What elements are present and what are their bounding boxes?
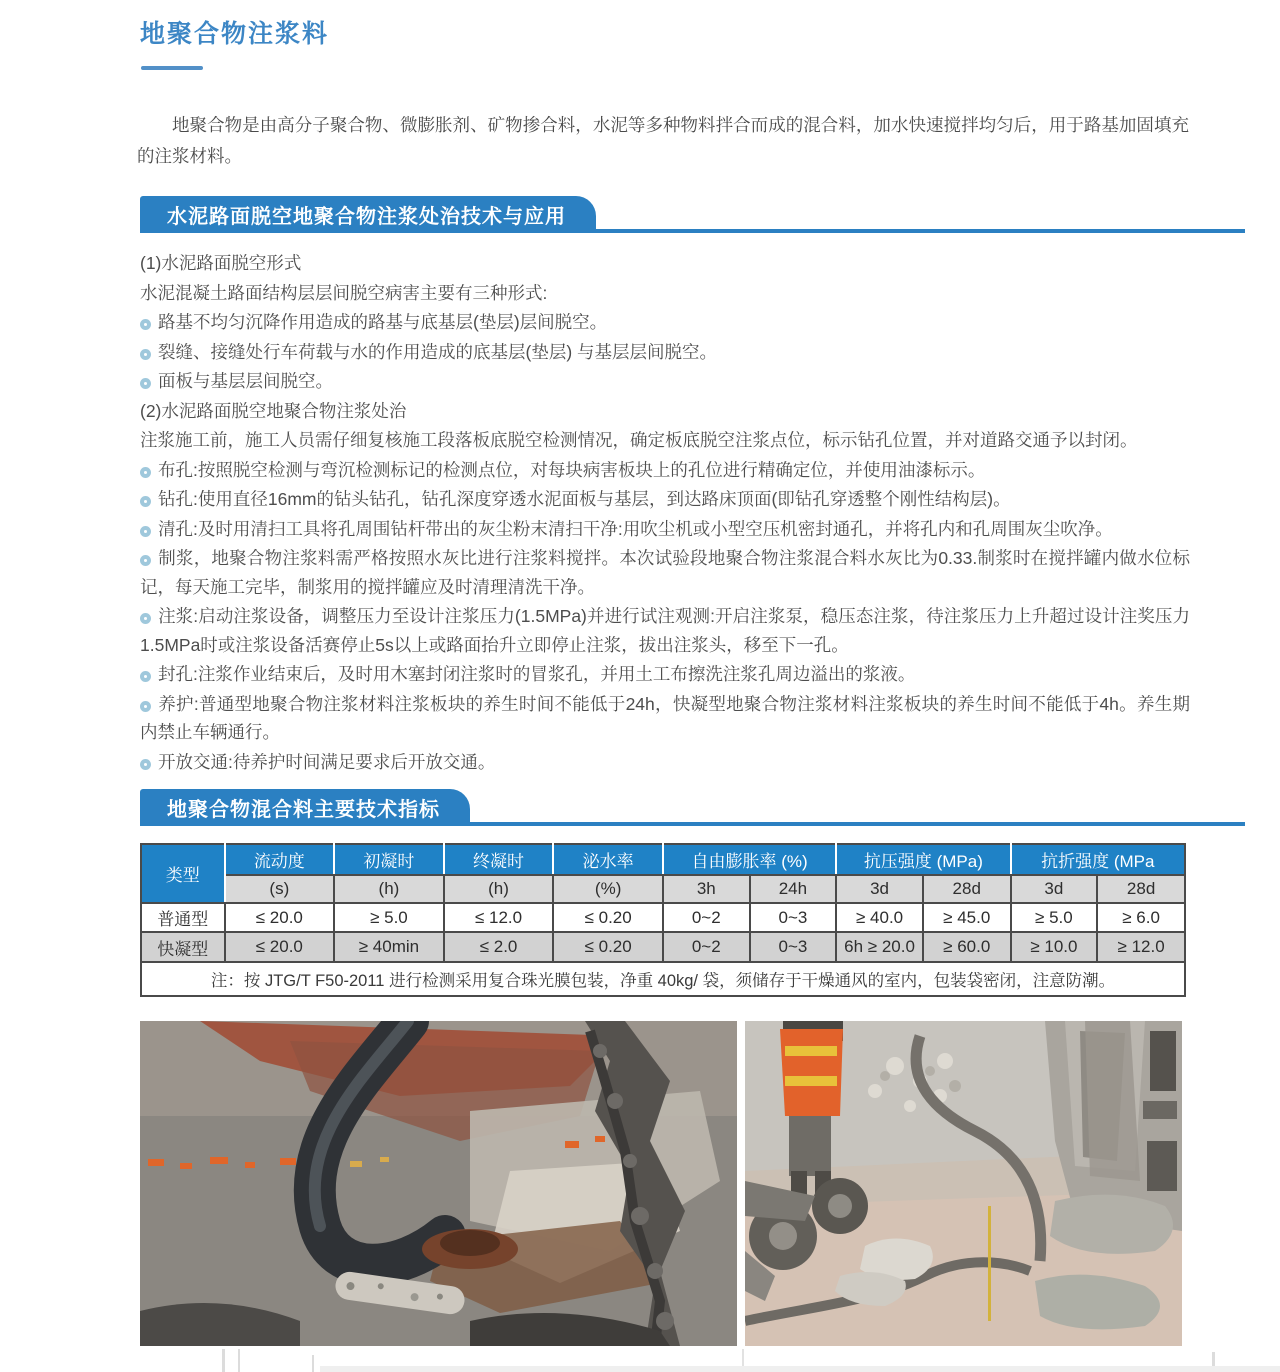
table-cell: 0~3 (750, 932, 837, 962)
table-cell: ≤ 20.0 (225, 903, 335, 932)
table-cell: 3d (1011, 875, 1098, 903)
section2-heading: 地聚合物混合料主要技术指标 (140, 789, 470, 826)
paragraph-text: (2)水泥路面脱空地聚合物注浆处治 (140, 400, 407, 421)
paragraph (140, 308, 1190, 337)
row-label: 快凝型 (141, 932, 225, 962)
bullet-ring-icon (140, 671, 151, 682)
section1-heading: 水泥路面脱空地聚合物注浆处治技术与应用 (140, 196, 596, 233)
table-cell: ≥ 5.0 (1011, 903, 1098, 932)
table-cell: ≥ 40min (334, 932, 444, 962)
paragraph (140, 279, 1190, 308)
table-cell: ≤ 12.0 (444, 903, 554, 932)
table-cell: 28d (923, 875, 1011, 903)
paragraph-text: 注浆施工前，施工人员需仔细复核施工段落板底脱空检测情况，确定板底脱空注浆点位，标示钻孔位置，并对道路交通予以封闭。 (140, 430, 1138, 450)
paragraph-text: 面板与基层层间脱空。 (158, 371, 333, 391)
table-cell: ≤ 0.20 (553, 903, 663, 932)
paragraph (140, 456, 1190, 485)
paragraph (140, 249, 1190, 278)
bullet-ring-icon (140, 349, 151, 360)
table-cell: ≥ 5.0 (334, 903, 444, 932)
paragraph-text: 封孔:注浆作业结束后，及时用木塞封闭注浆时的冒浆孔，并用土工布擦洗注浆孔周边溢出的浆液。 (158, 664, 916, 684)
page-title: 地聚合物注浆料 (140, 20, 330, 48)
paragraph (140, 397, 1190, 426)
bullet-ring-icon (140, 526, 151, 537)
paragraph (140, 485, 1190, 514)
table-cell: ≥ 40.0 (836, 903, 923, 932)
paragraph-text: 注浆:启动注浆设备，调整压力至设计注浆压力(1.5MPa)并进行试注观测:开启注浆泵，稳压态注浆，待注浆压力上升超过设计注奖压力1.5MPa时或注浆设备活赛停止5s以上或路面抬升立即停止注浆，拔出注浆头，移至下一孔。 (140, 606, 1190, 655)
table-group-header: 自由膨胀率 (%) (663, 844, 836, 875)
table-cell: ≤ 20.0 (225, 932, 335, 962)
bullet-ring-icon (140, 319, 151, 330)
table-units-row (141, 875, 1185, 903)
bullet-ring-icon (140, 701, 151, 712)
table-cell: ≤ 2.0 (444, 932, 554, 962)
paragraph (140, 748, 1190, 777)
table-note-row (141, 962, 1185, 996)
pavement-photo-illustration (140, 1021, 737, 1346)
paragraph-text: (1)水泥路面脱空形式 (140, 253, 302, 273)
paragraph (140, 515, 1190, 544)
table-cell: ≥ 45.0 (923, 903, 1011, 932)
paragraph (140, 602, 1190, 659)
paragraph-text: 路基不均匀沉降作用造成的路基与底基层(垫层)层间脱空。 (158, 312, 608, 332)
table-cell: (s) (225, 875, 335, 903)
table-cell: 24h (750, 875, 837, 903)
bullet-ring-icon (140, 759, 151, 770)
paragraph-text: 水泥混凝土路面结构层层间脱空病害主要有三种形式: (140, 282, 548, 303)
paragraph (140, 338, 1190, 367)
table-cell: (h) (334, 875, 444, 903)
bullet-ring-icon (140, 467, 151, 478)
table-header: 初凝时 (334, 844, 444, 875)
table-row (141, 903, 1185, 932)
paragraph-text: 开放交通:待养护时间满足要求后开放交通。 (158, 751, 496, 772)
table-cell: 0~2 (663, 903, 750, 932)
paragraph (140, 690, 1190, 747)
intro-paragraph: 地聚合物是由高分子聚合物、微膨胀剂、矿物掺合料，水泥等多种物料拌合而成的混合料，加水快速搅拌均匀后，用于路基加固填充的注浆材料。 (137, 115, 1189, 166)
paragraph-text: 清孔:及时用清扫工具将孔周围钻杆带出的灰尘粉末清扫干净:用吹尘机或小型空压机密封通孔，并将孔内和孔周围灰尘吹净。 (158, 518, 1113, 539)
table-cell: 0~3 (750, 903, 837, 932)
worksite-photo-illustration (745, 1021, 1182, 1346)
paragraph-text: 钻孔:使用直径16mm的钻头钻孔，钻孔深度穿透水泥面板与基层，到达路床顶面(即钻孔穿透整个刚性结构层)。 (158, 489, 1011, 509)
paragraph-text: 制浆，地聚合物注浆料需严格按照水灰比进行注浆料搅拌。本次试验段地聚合物注浆混合料水灰比为0.33.制浆时在搅拌罐内做水位标记，每天施工完毕，制浆用的搅拌罐应及时清理清洗干净。 (140, 548, 1190, 597)
table-cell: ≥ 60.0 (923, 932, 1011, 962)
paragraph (140, 426, 1190, 455)
table-header: 终凝时 (444, 844, 554, 875)
table-group-header: 抗折强度 (MPa (1011, 844, 1185, 875)
table-cell: 6h ≥ 20.0 (836, 932, 923, 962)
table-cell: (h) (444, 875, 554, 903)
paragraph (140, 544, 1190, 601)
table-header-row (141, 844, 1185, 875)
section2-banner (140, 789, 1245, 826)
bullet-ring-icon (140, 613, 151, 624)
table-corner-header: 类型 (141, 844, 225, 903)
table-group-header: 抗压强度 (MPa) (836, 844, 1010, 875)
page-bottom-artifact (320, 1366, 1280, 1372)
table-header: 泌水率 (553, 844, 663, 875)
page-bottom-artifact (312, 1355, 314, 1372)
paragraph (140, 660, 1190, 689)
paragraph-text: 裂缝、接缝处行车荷载与水的作用造成的底基层(垫层) 与基层层间脱空。 (158, 341, 718, 362)
table-cell: 3h (663, 875, 750, 903)
paragraph-text: 布孔:按照脱空检测与弯沉检测标记的检测点位，对每块病害板块上的孔位进行精确定位，并使用油漆标示。 (158, 459, 986, 480)
table-cell: (%) (553, 875, 663, 903)
table-cell: ≥ 12.0 (1097, 932, 1185, 962)
table-cell: ≥ 6.0 (1097, 903, 1185, 932)
bullet-ring-icon (140, 496, 151, 507)
table-note: 注：按 JTG/T F50-2011 进行检测采用复合珠光膜包装，净重 40kg/ 袋，须储存于干燥通风的室内，包装袋密闭，注意防潮。 (141, 962, 1185, 996)
paragraph-text: 养护:普通型地聚合物注浆材料注浆板块的养生时间不能低于24h，快凝型地聚合物注浆材料注浆板块的养生时间不能低于4h。养生期内禁止车辆通行。 (140, 693, 1190, 742)
table-header: 流动度 (225, 844, 335, 875)
table-cell: ≤ 0.20 (553, 932, 663, 962)
bullet-ring-icon (140, 378, 151, 389)
bullet-ring-icon (140, 555, 151, 566)
photo-grouting-equipment-worker (745, 1021, 1182, 1346)
page-bottom-artifact (238, 1349, 240, 1372)
paragraph (140, 367, 1190, 396)
section1-body (140, 249, 1190, 777)
table-cell: ≥ 10.0 (1011, 932, 1098, 962)
row-label: 普通型 (141, 903, 225, 932)
table-row (141, 932, 1185, 962)
section1-banner (140, 196, 1245, 233)
table-cell: 3d (836, 875, 923, 903)
photo-pavement-grouting-hose (140, 1021, 737, 1346)
title-underline (141, 66, 203, 70)
table-cell: 0~2 (663, 932, 750, 962)
page-bottom-artifact (222, 1349, 225, 1372)
table-cell: 28d (1097, 875, 1185, 903)
spec-table (140, 843, 1186, 997)
